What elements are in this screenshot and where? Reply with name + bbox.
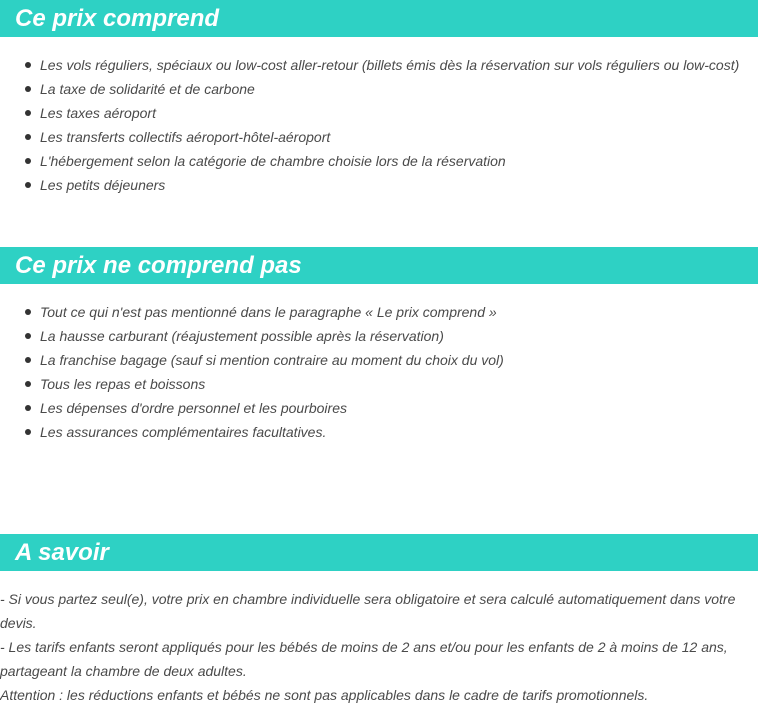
excludes-list xyxy=(0,300,504,444)
bullet-icon xyxy=(25,86,31,92)
list-item xyxy=(0,300,504,324)
list-item-text: Tout ce qui n'est pas mentionné dans le paragraphe « Le prix comprend » xyxy=(40,304,497,320)
list-item xyxy=(0,348,504,372)
excludes-header xyxy=(0,247,758,284)
list-item-text: Les vols réguliers, spéciaux ou low-cost aller-retour (billets émis dès la réservation sur vols réguliers ou low-cost) xyxy=(40,57,740,73)
excludes-title: Ce prix ne comprend pas xyxy=(15,252,302,279)
bullet-icon xyxy=(25,381,31,387)
includes-list xyxy=(0,53,739,197)
list-item xyxy=(0,396,504,420)
bullet-icon xyxy=(25,357,31,363)
includes-title: Ce prix comprend xyxy=(15,5,220,32)
list-item-text: Tous les repas et boissons xyxy=(40,376,206,392)
bullet-icon xyxy=(25,110,31,116)
list-item xyxy=(0,173,739,197)
note-paragraph: - Si vous partez seul(e), votre prix en chambre individuelle sera obligatoire et sera calculé automatiquement dans votre devis. xyxy=(0,591,736,631)
list-item xyxy=(0,53,739,77)
good-to-know-notes xyxy=(0,587,755,707)
good-to-know-title: A savoir xyxy=(15,539,109,566)
bullet-icon xyxy=(25,405,31,411)
list-item xyxy=(0,125,739,149)
list-item xyxy=(0,101,739,125)
good-to-know-header xyxy=(0,534,758,571)
bullet-icon xyxy=(25,62,31,68)
bullet-icon xyxy=(25,182,31,188)
includes-header xyxy=(0,0,758,37)
list-item-text: Les transferts collectifs aéroport-hôtel-aéroport xyxy=(40,129,331,145)
bullet-icon xyxy=(25,333,31,339)
bullet-icon xyxy=(25,158,31,164)
list-item xyxy=(0,420,504,444)
list-item xyxy=(0,324,504,348)
list-item-text: La hausse carburant (réajustement possible après la réservation) xyxy=(40,328,444,344)
list-item xyxy=(0,77,739,101)
list-item-text: Les assurances complémentaires facultatives. xyxy=(40,424,327,440)
list-item-text: La taxe de solidarité et de carbone xyxy=(40,81,255,97)
list-item xyxy=(0,149,739,173)
list-item-text: Les taxes aéroport xyxy=(40,105,156,121)
note-paragraph: Attention : les réductions enfants et bébés ne sont pas applicables dans le cadre de tarifs promotionnels. xyxy=(0,687,649,703)
list-item xyxy=(0,372,504,396)
list-item-text: L'hébergement selon la catégorie de chambre choisie lors de la réservation xyxy=(40,153,506,169)
note-paragraph: - Les tarifs enfants seront appliqués pour les bébés de moins de 2 ans et/ou pour les enfants de 2 à moins de 12 ans, partageant la chambre de deux adultes. xyxy=(0,639,728,679)
list-item-text: Les dépenses d'ordre personnel et les pourboires xyxy=(40,400,347,416)
bullet-icon xyxy=(25,429,31,435)
list-item-text: La franchise bagage (sauf si mention contraire au moment du choix du vol) xyxy=(40,352,504,368)
bullet-icon xyxy=(25,134,31,140)
bullet-icon xyxy=(25,309,31,315)
list-item-text: Les petits déjeuners xyxy=(40,177,166,193)
